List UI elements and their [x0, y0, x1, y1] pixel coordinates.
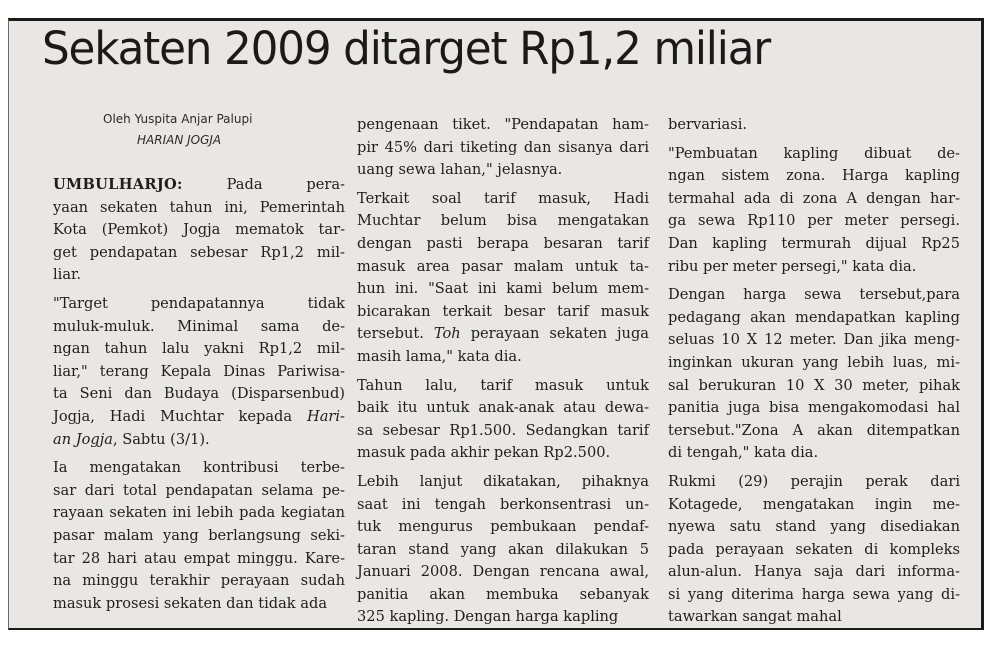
text-line — [357, 375, 649, 398]
text-run: Muchtar belum bisa mengatakan — [357, 212, 649, 230]
text-line — [668, 420, 960, 443]
text-line — [668, 471, 960, 494]
byline-publication: HARIAN JOGJA — [137, 133, 222, 147]
text-run: perayaan sekaten juga — [460, 325, 649, 343]
italic-text: Toh — [433, 325, 461, 343]
text-line — [53, 457, 345, 480]
text-run: panitia akan membuka sebanyak — [357, 585, 649, 603]
text-run: tersebut. — [357, 325, 434, 343]
text-line — [668, 397, 960, 420]
text-run: Jogja, Hadi Muchtar kepada — [53, 407, 307, 425]
text-line — [668, 114, 960, 137]
text-run: sar dari total pendapatan selama pe- — [53, 481, 345, 499]
text-line — [53, 197, 345, 220]
text-run: yaan sekaten tahun ini, Pemerintah — [53, 198, 345, 216]
text-line — [357, 561, 649, 584]
text-run: , Sabtu (3/1). — [112, 430, 210, 448]
text-run: baik itu untuk anak-anak atau dewa- — [357, 399, 649, 417]
text-line — [668, 584, 960, 607]
text-line — [357, 301, 649, 324]
text-run: nyewa satu stand yang disediakan — [668, 518, 960, 536]
text-run: masih lama," kata dia. — [357, 347, 522, 365]
byline-author: Oleh Yuspita Anjar Palupi — [103, 112, 253, 126]
text-line — [357, 516, 649, 539]
text-line — [357, 494, 649, 517]
text-run: tuk mengurus pembukaan pendaf- — [357, 518, 649, 536]
text-run: "Target pendapatannya tidak — [53, 294, 345, 312]
text-run: alun-alun. Hanya saja dari informa- — [668, 563, 960, 581]
text-run: ta Seni dan Budaya (Disparsenbud) — [53, 385, 345, 403]
text-line — [668, 256, 960, 279]
text-run: pasar malam yang berlangsung seki- — [53, 526, 345, 544]
text-run: liar. — [53, 266, 82, 284]
text-run: ga sewa Rp110 per meter persegi. — [668, 212, 960, 230]
italic-text: Hari- — [306, 407, 345, 425]
text-run: masuk pada akhir pekan Rp2.500. — [357, 444, 611, 462]
text-run: Januari 2008. Dengan rencana awal, — [357, 563, 649, 581]
text-line — [53, 502, 345, 525]
text-line — [53, 338, 345, 361]
text-line — [53, 383, 345, 406]
text-run: liar," terang Kepala Dinas Pariwisa- — [53, 362, 345, 380]
text-run: Kotagede, mengatakan ingin me- — [668, 495, 960, 513]
text-run: masuk area pasar malam untuk ta- — [357, 257, 649, 275]
text-line — [668, 606, 960, 629]
text-line — [53, 593, 345, 616]
text-run: ribu per meter persegi," kata dia. — [668, 257, 917, 275]
text-run: tersebut."Zona A akan ditempatkan — [668, 421, 960, 439]
text-line — [53, 429, 345, 452]
text-line — [668, 539, 960, 562]
text-line — [668, 375, 960, 398]
text-line — [53, 361, 345, 384]
text-line — [357, 442, 649, 465]
text-run: Dengan harga sewa tersebut,para — [668, 286, 960, 304]
text-line — [668, 210, 960, 233]
text-line — [357, 210, 649, 233]
text-run: pedagang akan mendapatkan kapling — [668, 308, 960, 326]
text-line — [357, 256, 649, 279]
text-line — [357, 471, 649, 494]
text-line — [53, 480, 345, 503]
text-line — [357, 233, 649, 256]
text-line — [53, 242, 345, 265]
text-run: get pendapatan sebesar Rp1,2 mil- — [53, 243, 345, 261]
text-line — [357, 188, 649, 211]
text-run: Tahun lalu, tarif masuk untuk — [357, 376, 649, 394]
text-run: sa sebesar Rp1.500. Sedangkan tarif — [357, 421, 649, 439]
text-line — [668, 516, 960, 539]
text-run: na minggu terakhir perayaan sudah — [53, 572, 345, 590]
text-run: "Pembuatan kapling dibuat de- — [668, 144, 960, 162]
text-line — [53, 219, 345, 242]
text-run: saat ini tengah berkonsentrasi un- — [357, 495, 649, 513]
text-run: panitia juga bisa mengakomodasi hal — [668, 399, 960, 417]
text-line — [668, 307, 960, 330]
text-run: di tengah," kata dia. — [668, 444, 819, 462]
text-run: uang sewa lahan," jelasnya. — [357, 161, 563, 179]
text-run: Ia mengatakan kontribusi terbe- — [53, 459, 345, 477]
article-headline: Sekaten 2009 ditarget Rp1,2 miliar — [42, 22, 771, 75]
text-line — [53, 525, 345, 548]
text-run: tawarkan sangat mahal — [668, 608, 842, 626]
text-line — [357, 420, 649, 443]
text-line — [357, 278, 649, 301]
text-line — [668, 442, 960, 465]
text-run: tar 28 hari atau empat minggu. Kare- — [53, 549, 345, 567]
text-line — [357, 159, 649, 182]
text-line — [668, 284, 960, 307]
text-run: Terkait soal tarif masuk, Hadi — [357, 189, 649, 207]
text-run: bervariasi. — [668, 116, 748, 133]
text-line — [53, 264, 345, 287]
text-line — [668, 352, 960, 375]
text-line — [357, 397, 649, 420]
text-run: Kota (Pemkot) Jogja mematok tar- — [53, 221, 345, 239]
text-line — [668, 329, 960, 352]
text-run: bicarakan terkait besar tarif masuk — [357, 302, 649, 320]
text-run: hun ini. "Saat ini kami belum mem- — [357, 280, 649, 298]
text-run: dengan pasti berapa besaran tarif — [357, 234, 649, 252]
text-line — [357, 606, 649, 629]
text-run: pir 45% dari tiketing dan sisanya dari — [357, 138, 649, 156]
text-run: si yang diterima harga sewa yang di- — [668, 585, 960, 603]
text-line — [668, 143, 960, 166]
text-line — [53, 406, 345, 429]
article-column-1 — [53, 174, 345, 615]
text-run: muluk-muluk. Minimal sama de- — [53, 317, 345, 335]
text-line — [357, 346, 649, 369]
text-line — [357, 539, 649, 562]
text-run: Rukmi (29) perajin perak dari — [668, 472, 960, 490]
italic-text: an Jogja — [53, 430, 113, 448]
text-run: inginkan ukuran yang lebih luas, mi- — [668, 353, 960, 371]
text-line — [357, 323, 649, 346]
text-line — [53, 570, 345, 593]
text-line — [668, 188, 960, 211]
text-run: termahal ada di zona A dengan har- — [668, 189, 960, 207]
text-run: pada perayaan sekaten di kompleks — [668, 540, 960, 558]
text-run: Pada pera- — [182, 176, 345, 193]
text-line — [357, 584, 649, 607]
article-column-2 — [357, 114, 649, 629]
text-line — [668, 233, 960, 256]
text-line — [53, 293, 345, 316]
text-line — [357, 114, 649, 137]
text-run: ngan sistem zona. Harga kapling — [668, 167, 960, 185]
text-line — [668, 494, 960, 517]
article-column-3 — [668, 114, 960, 629]
text-run: ngan tahun lalu yakni Rp1,2 mil- — [53, 340, 345, 358]
text-line — [357, 137, 649, 160]
text-line — [53, 174, 345, 197]
text-line — [668, 165, 960, 188]
text-run: seluas 10 X 12 meter. Dan jika meng- — [668, 331, 960, 349]
text-line — [668, 561, 960, 584]
text-run: sal berukuran 10 X 30 meter, pihak — [668, 376, 960, 394]
text-line — [53, 548, 345, 571]
text-line — [53, 316, 345, 339]
text-run: Dan kapling termurah dijual Rp25 — [668, 234, 960, 252]
dateline: UMBULHARJO: — [53, 176, 183, 193]
text-run: masuk prosesi sekaten dan tidak ada — [53, 594, 328, 612]
text-run: pengenaan tiket. "Pendapatan ham- — [357, 116, 649, 133]
text-run: taran stand yang akan dilakukan 5 — [357, 540, 649, 558]
text-run: Lebih lanjut dikatakan, pihaknya — [357, 472, 649, 490]
text-run: 325 kapling. Dengan harga kapling — [357, 608, 619, 626]
text-run: rayaan sekaten ini lebih pada kegiatan — [53, 504, 345, 522]
